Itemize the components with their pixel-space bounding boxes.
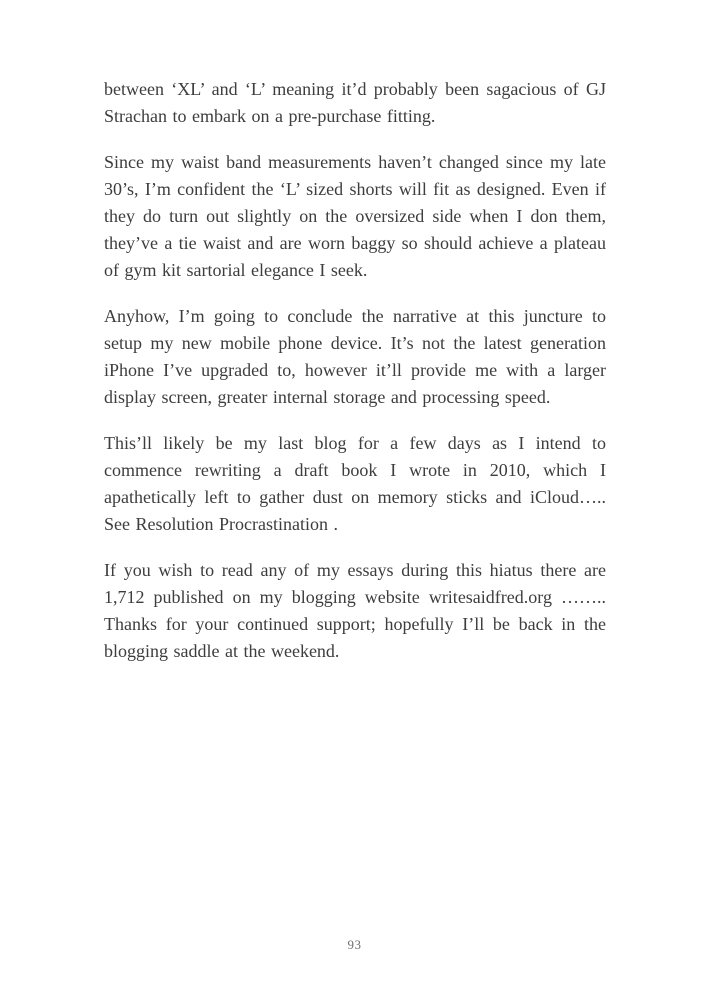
- paragraph-4: This’ll likely be my last blog for a few days as I intend to commence rewriting a draft book I wrote in 2010, which I apathetically left to gather dust on memory sticks and iCloud….. See Resolution Procrastination .: [104, 433, 606, 534]
- page-footer: [0, 936, 709, 954]
- text-block: [104, 76, 606, 684]
- paragraph-3: Anyhow, I’m going to conclude the narrative at this juncture to setup my new mobile phone device. It’s not the latest generation iPhone I’ve upgraded to, however it’ll provide me with a larger display screen, greater internal storage and processing speed.: [104, 306, 606, 407]
- paragraph-2: Since my waist band measurements haven’t changed since my late 30’s, I’m confident the ‘L’ sized shorts will fit as designed. Even if they do turn out slightly on the oversized side when I don them, they’ve a tie waist and are worn baggy so should achieve a plateau of gym kit sartorial elegance I seek.: [104, 152, 606, 280]
- page-number: 93: [347, 937, 362, 952]
- paragraph-5: If you wish to read any of my essays during this hiatus there are 1,712 published on my blogging website writesaidfred.org …….. Thanks for your continued support; hopefully I’ll be back in the blogging saddle at the weekend.: [104, 560, 606, 661]
- paragraph-1: between ‘XL’ and ‘L’ meaning it’d probably been sagacious of GJ Strachan to embark on a pre-purchase fitting.: [104, 79, 606, 126]
